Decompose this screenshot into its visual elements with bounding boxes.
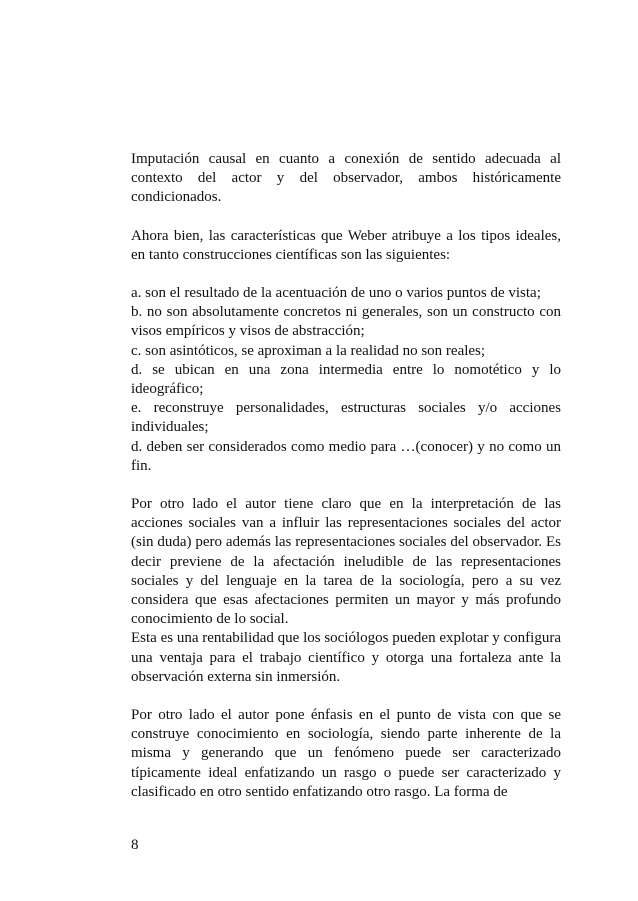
paragraph-point-of-view: Por otro lado el autor pone énfasis en el punto de vista con que se construye conocimiento en sociología, siendo parte inherente de la misma y generando que un fenómeno puede ser caracterizado típicamente ideal enfatizando un rasgo o puede ser caracterizado y clasificado en otro sentido enfatizando otro rasgo. La forma de — [131, 707, 561, 800]
body-text — [131, 150, 561, 802]
page-number: 8 — [131, 837, 139, 853]
list-item-d-first: d. se ubican en una zona intermedia entre lo nomotético y lo ideográfico; — [131, 361, 561, 398]
list-item-b: b. no son absolutamente concretos ni generales, son un constructo con visos empíricos y visos de abstracción; — [131, 304, 561, 340]
paragraph-ideal-types-intro: Ahora bien, las características que Weber atribuye a los tipos ideales, en tanto construcciones científicas son las siguientes: — [131, 227, 561, 263]
list-item-a: a. son el resultado de la acentuación de uno o varios puntos de vista; — [131, 285, 541, 302]
paragraph-social-representations: Por otro lado el autor tiene claro que en la interpretación de las acciones sociales van a influir las representaciones sociales del actor (sin duda) pero además las representaciones sociales del observador. Es decir previene de la afectación ineludible de las representaciones sociales y del lenguaje en la tarea de la sociología, pero a su vez considera que esas afectaciones permiten un mayor y más profundo conocimiento de lo social. — [131, 496, 561, 628]
paragraph-rentability: Esta es una rentabilidad que los sociólogos pueden explotar y configura una ventaja para el trabajo científico y otorga una fortaleza ante la observación externa sin inmersión. — [131, 630, 561, 685]
paragraph-causal-imputation: Imputación causal en cuanto a conexión de sentido adecuada al contexto del actor y del observador, ambos históricamente condicionados. — [131, 151, 561, 206]
list-item-c: c. son asintóticos, se aproximan a la realidad no son reales; — [131, 342, 486, 359]
list-item-d-second: d. deben ser considerados como medio para …(conocer) y no como un fin. — [131, 438, 561, 474]
list-item-e: e. reconstruye personalidades, estructuras sociales y/o acciones individuales; — [131, 400, 561, 436]
